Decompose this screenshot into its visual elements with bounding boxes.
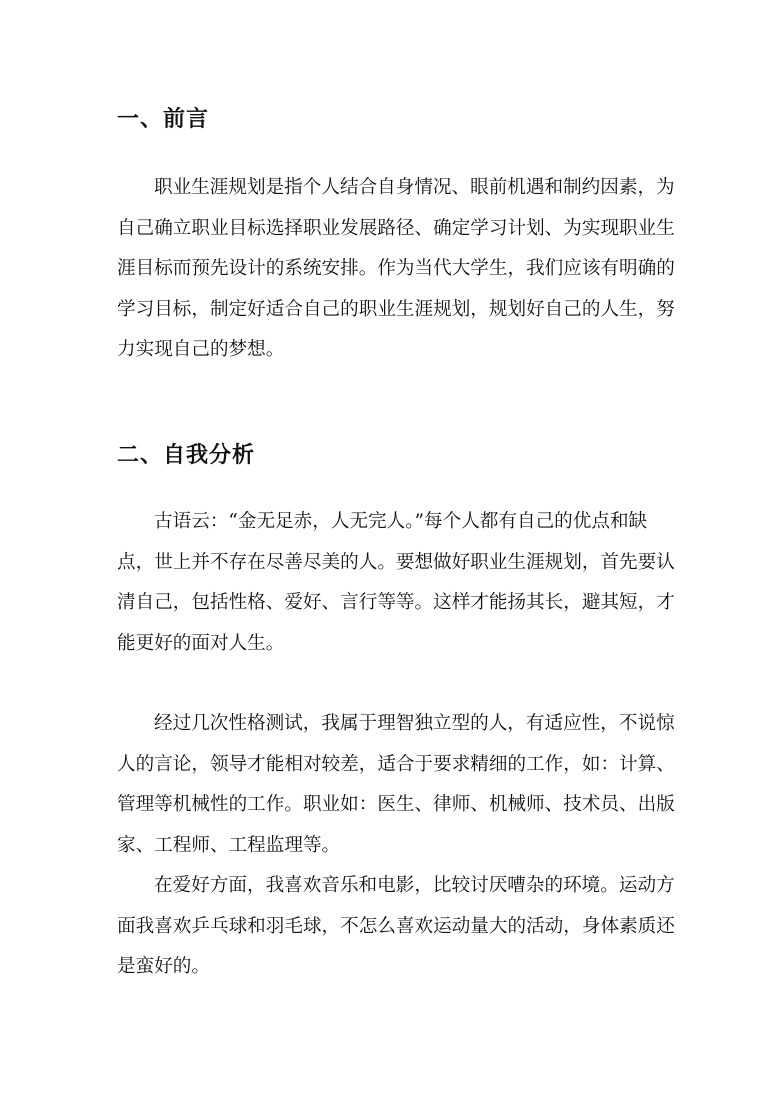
text-line: 古语云：“金无足赤，人无完人。”每个人都有自己的优点和缺	[154, 511, 648, 532]
text-line: 学习目标，制定好适合自己的职业生涯规划，规划好自己的人生，努	[117, 298, 675, 320]
text-line: 管理等机械性的工作。职业如：医生、律师、机械师、技术员、出版	[117, 794, 675, 815]
text-line: 家、工程师、工程监理等。	[117, 834, 341, 856]
paragraph-preface	[117, 168, 675, 371]
text-line: 涯目标而预先设计的系统安排。作为当代大学生，我们应该有明确的	[117, 258, 675, 279]
paragraph-hobbies	[117, 866, 675, 988]
section-heading-preface: 一、前言	[117, 106, 210, 132]
text-line: 在爱好方面，我喜欢音乐和电影，比较讨厌嘈杂的环境。运动方	[154, 875, 675, 896]
text-line: 人的言论，领导才能相对较差，适合于要求精细的工作，如：计算、	[117, 753, 675, 775]
text-line: 是蛮好的。	[117, 956, 210, 977]
section-heading-self-analysis: 二、自我分析	[117, 442, 256, 468]
text-line: 清自己，包括性格、爱好、言行等等。这样才能扬其长，避其短，才	[117, 592, 675, 613]
text-line: 能更好的面对人生。	[117, 632, 285, 654]
text-line: 力实现自己的梦想。	[117, 339, 285, 360]
text-line: 面我喜欢乒乓球和羽毛球，不怎么喜欢运动量大的活动，身体素质还	[117, 915, 675, 937]
paragraph-self-analysis-intro	[117, 502, 675, 664]
paragraph-personality	[117, 704, 675, 866]
text-line: 职业生涯规划是指个人结合自身情况、眼前机遇和制约因素，为	[154, 177, 675, 198]
text-line: 点，世上并不存在尽善尽美的人。要想做好职业生涯规划，首先要认	[117, 551, 675, 573]
text-line: 自己确立职业目标选择职业发展路径、确定学习计划、为实现职业生	[117, 217, 675, 239]
text-line: 经过几次性格测试，我属于理智独立型的人，有适应性，不说惊	[154, 713, 675, 734]
